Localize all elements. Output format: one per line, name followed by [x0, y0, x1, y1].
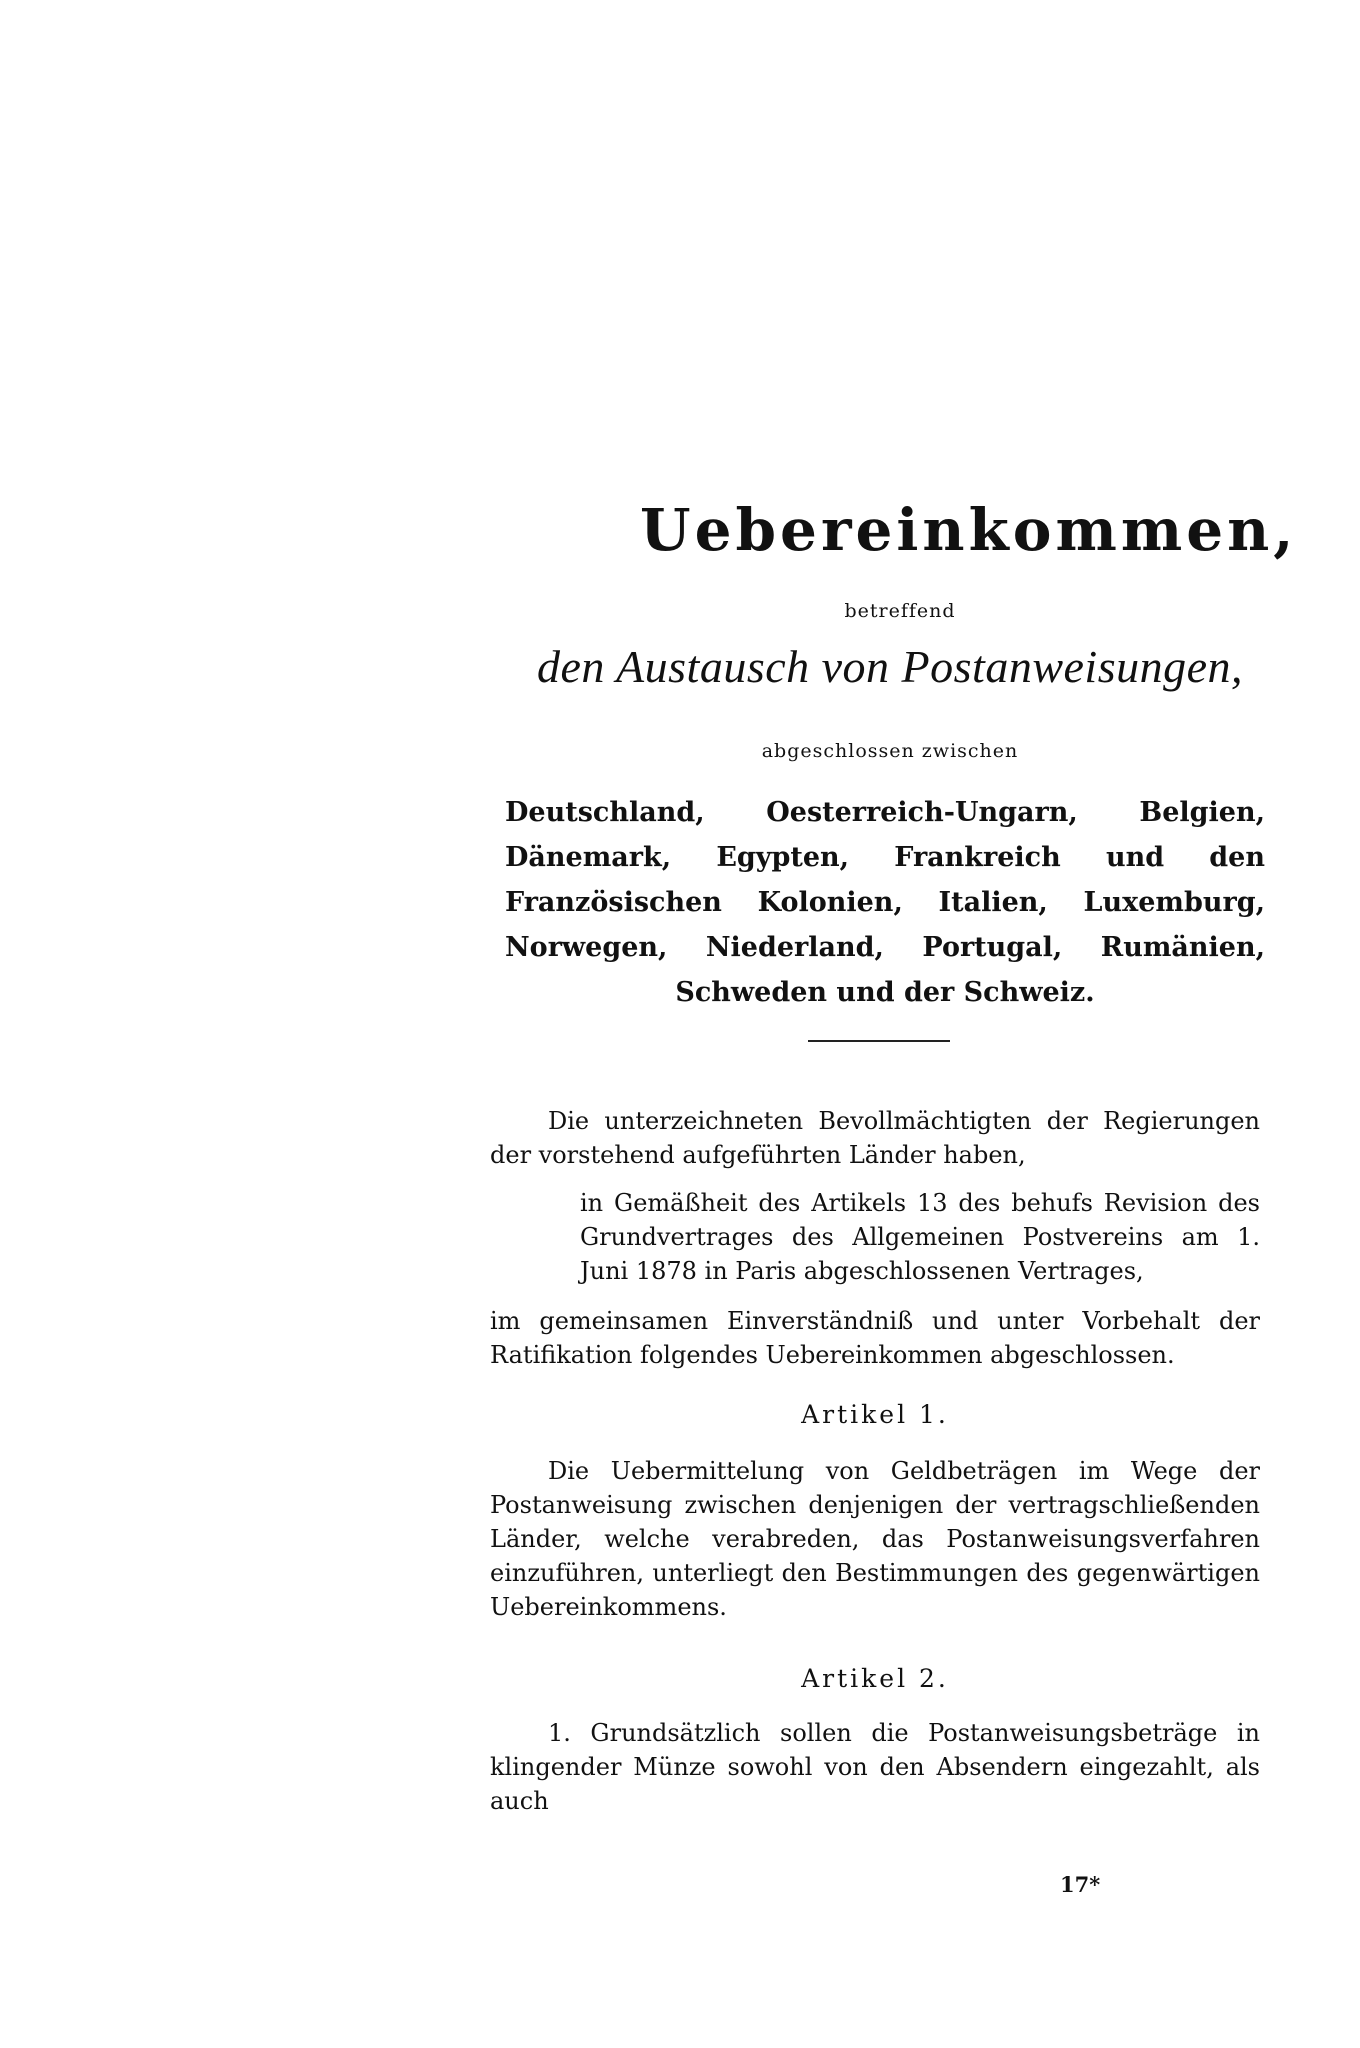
preamble-end: im gemeinsamen Einverständniß und unter Vorbehalt der Ratifikation folgendes Uebereinkommen abgeschlossen. — [490, 1307, 1260, 1369]
article-1-heading: Artikel 1. — [801, 1400, 949, 1429]
article-2-text: 1. Grundsätzlich sollen die Postanweisungsbeträge in klingender Münze sowohl von den Absendern eingezahlt, als auch — [490, 1719, 1260, 1815]
page-number: 17* — [1060, 1872, 1101, 1897]
subtitle-concluded: abgeschlossen zwischen — [761, 740, 1019, 762]
preamble-indented: in Gemäßheit des Artikels 13 des behufs Revision des Grundvertrages des Allgemeinen Postvereins am 1. Juni 1878 in Paris abgeschlossenen Vertrages, — [580, 1189, 1260, 1285]
subtitle-main: den Austausch von Postanweisungen, — [536, 641, 1244, 692]
article-1-text: Die Uebermittelung von Geldbeträgen im Wege der Postanweisung zwischen denjenigen der vertragschließenden Länder, welche verabreden, das Postanweisungsverfahren einzuführen, unterliegt den Bestimmungen des gegenwärtigen Uebereinkommens. — [490, 1457, 1260, 1621]
document-title: Uebereinkommen, — [640, 496, 1298, 564]
subtitle-betreffend: betreffend — [844, 600, 956, 622]
preamble-start: Die unterzeichneten Bevollmächtigten der Regierungen der vorstehend aufgeführten Länder haben, — [490, 1107, 1260, 1169]
article-2-heading: Artikel 2. — [801, 1664, 949, 1693]
country-list: Deutschland, Oesterreich-Ungarn, Belgien, Dänemark, Egypten, Frankreich und den Französischen Kolonien, Italien, Luxemburg, Norwegen, Niederland, Portugal, Rumänien, Schweden und der Schweiz. — [505, 797, 1265, 1008]
separator-rule — [808, 1040, 950, 1042]
